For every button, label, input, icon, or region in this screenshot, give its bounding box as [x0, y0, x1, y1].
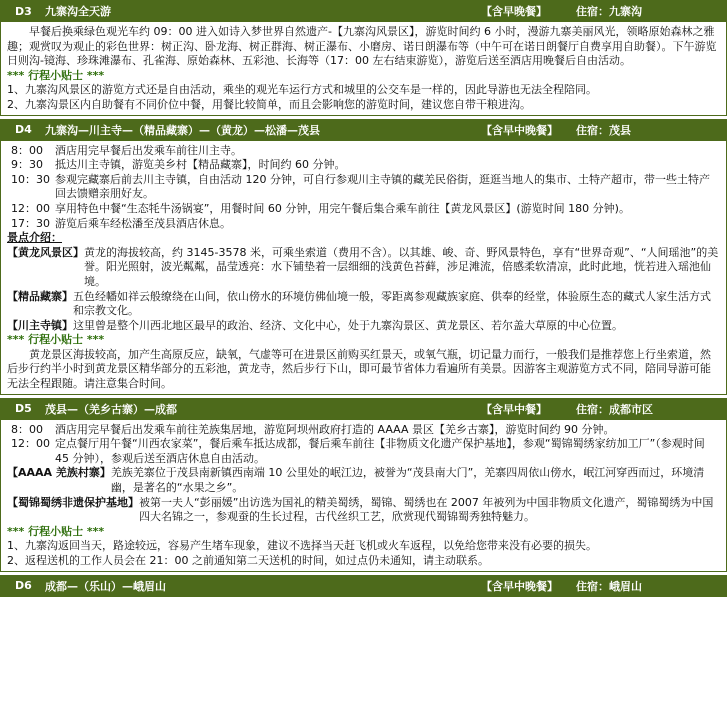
- schedule-time: 12：00: [11, 437, 50, 451]
- day-body-d5: [0, 420, 727, 572]
- day-lodging: 住宿：九寨沟: [576, 5, 642, 18]
- scenic-text: 五色经幡如祥云般缭绕在山间，依山傍水的环境仿佛仙境一般，零距离参观藏族家庭、供奉的经堂，体验原生态的藏式人家生活方式和宗教文化。: [73, 289, 711, 318]
- schedule-text: 酒店用完早餐后出发乘车前往川主寺。: [55, 143, 242, 157]
- day-lodging: 住宿：峨眉山: [576, 579, 642, 593]
- day-lodging: 住宿：茂县: [576, 123, 631, 137]
- tip-item: 2、返程送机的工作人员会在 21：00 之前通知第二天送机的时间，如过点仍未通知，请主动联系。: [7, 554, 489, 567]
- scenic-name: 【黄龙风景区】: [7, 245, 84, 259]
- tips-title: *** 行程小贴士 ***: [7, 524, 105, 538]
- schedule-text: 享用特色中餐“生态牦牛汤锅宴”，用餐时间 60 分钟，用完午餐后集合乘车前往【黄龙风景区】(游览时间 180 分钟)。: [55, 201, 630, 215]
- scenic-name: 【AAAA 羌族村寨】: [7, 466, 111, 480]
- scenic-item: [7, 319, 720, 334]
- day-header-d5: [0, 398, 727, 420]
- day-header-d3: [0, 0, 727, 22]
- scenic-item: [7, 466, 720, 495]
- scenic-text: 这里曾是整个川西北地区最早的政治、经济、文化中心，处于九寨沟景区、黄龙景区、若尔盖大草原的中心位置。: [73, 318, 623, 332]
- schedule-time: 10：30: [11, 172, 50, 186]
- scenic-item: [7, 246, 720, 290]
- scenic-text: 黄龙的海拔较高，约 3145-3578 米，可乘坐索道（费用不含）。以其雄、峻、奇、野风景特色，享有“世界奇观”、“人间瑶池”的美誉。阳光照射，波光粼粼，晶莹透亮：水下铺垫着一层细细的浅黄色苔藓，涉足滩流，倍感柔软清凉，此时此地，恍若进入瑶池仙境。: [84, 245, 719, 288]
- day-number: D4: [15, 123, 32, 137]
- tip-item: 1、九寨沟风景区的游览方式还是自由活动，乘坐的观光车运行方式和城里的公交车是一样的，因此导游也无法全程陪同。: [7, 83, 597, 97]
- schedule-time: 9：30: [11, 158, 43, 172]
- tips-title: *** 行程小贴士 ***: [7, 68, 105, 82]
- scenic-name: 【川主寺镇】: [7, 318, 73, 332]
- schedule-text: 游览后乘车经松潘至茂县酒店休息。: [55, 216, 231, 230]
- schedule-time: 8：00: [11, 143, 43, 157]
- tips-title: *** 行程小贴士 ***: [7, 333, 105, 347]
- scenic-text: 羌族羌寨位于茂县南新镇西南端 10 公里处的岷江边，被誉为“茂县南大门”，羌寨四周依山傍水，岷江河穿西而过，环境清幽，是著名的“水果之乡”。: [110, 466, 705, 495]
- scenic-item: [7, 290, 720, 319]
- day-number: D3: [15, 4, 32, 18]
- tip-item: 黄龙景区海拔较高，加产生高原反应，缺氧，气虚等可在进景区前购买红景天，或氧气瓶，切记量力而行，一般我们是推荐您上行坐索道，然后步行约半小时到黄龙景区精华部分的五彩池，黄龙寺，然后步行下山，即可最节省体力看遍所有美景。因游客主观游览方式不同，陪同导游可能无法全程跟随。请注意集合时间。: [7, 347, 711, 391]
- schedule-item: [7, 423, 720, 438]
- day-number: D5: [15, 402, 32, 416]
- day-title: 成都—（乐山）—峨眉山: [45, 579, 166, 593]
- day-lodging: 住宿：成都市区: [576, 402, 653, 416]
- day-meal: 【含早晚餐】: [481, 5, 547, 18]
- schedule-time: 8：00: [11, 422, 43, 436]
- schedule-item: [7, 202, 720, 217]
- tip-item: 2、九寨沟景区内自助餐有不同价位中餐，用餐比较简单，而且会影响您的游览时间，建议您自带干粮进沟。: [7, 97, 531, 111]
- scenic-name: 【蜀锦蜀绣非遗保护基地】: [7, 495, 139, 509]
- day-number: D6: [15, 579, 32, 593]
- scenic-intro-title: 景点介绍：: [7, 231, 62, 245]
- day-intro: 早餐后换乘绿色观光车约 09：00 进入如诗入梦世界自然遗产-【九寨沟风景区】，游览时间约 6 小时，漫游九寨美丽风光，领略原始森林之雅趣；观赏叹为观止的彩色世界：树正沟、卧龙海、树正群海、树正瀑布、小磨房、诺日朗瀑布等（中午可在诺日朗餐厅自费享用自助餐）。下午游览日则沟-镜海、珍珠滩瀑布、孔雀海、原始森林、五彩池、长海等（17：00 左右结束游览），游览后送至酒店用晚餐后自由活动。: [7, 25, 717, 68]
- day-body-d3: [0, 22, 727, 116]
- tip-item: 1、九寨沟返回当天，路途较远，容易产生堵车现象，建议不选择当天赶飞机或火车返程，以免给您带来没有必要的损失。: [7, 539, 597, 553]
- day-body-d4: [0, 141, 727, 395]
- scenic-name: 【精品藏寨】: [7, 289, 73, 303]
- day-title: 茂县—（羌乡古寨）—成都: [45, 402, 177, 416]
- schedule-time: 17：30: [11, 216, 50, 230]
- day-meal: 【含早中晚餐】: [481, 579, 558, 593]
- day-meal: 【含早中晚餐】: [481, 123, 558, 137]
- schedule-text: 酒店用完早餐后出发乘车前往羌族集居地，游览阿坝州政府打造的 AAAA 景区【羌乡古寨】，游览时间约 90 分钟。: [55, 422, 615, 436]
- day-meal: 【含早中餐】: [481, 402, 547, 416]
- schedule-item: [7, 217, 720, 232]
- day-header-d6: [0, 575, 727, 597]
- schedule-time: 12：00: [11, 201, 50, 215]
- day-title: 九寨沟—川主寺—（精品藏寨）—（黄龙）—松潘—茂县: [45, 123, 320, 137]
- schedule-item: [7, 144, 720, 159]
- schedule-text: 参观完藏寨后前去川主寺镇，自由活动 120 分钟，可自行参观川主寺镇的藏羌民俗街，逛逛当地人的集市、土特产超市，带一些土特产回去馈赠亲朋好友。: [55, 172, 710, 201]
- schedule-item: [7, 158, 720, 173]
- day-header-d4: [0, 119, 727, 141]
- schedule-item: [7, 173, 720, 202]
- day-title: 九寨沟全天游: [45, 5, 111, 18]
- schedule-text: 抵达川主寺镇，游览美乡村【精品藏寨】，时间约 60 分钟。: [55, 158, 346, 172]
- schedule-text: 定点餐厅用午餐“川西农家菜”，餐后乘车抵达成都，餐后乘车前往【非物质文化遗产保护基地】，参观“蜀锦蜀绣家纺加工厂”（参观时间 45 分钟），参观后送至酒店休息自由活动。: [55, 437, 705, 465]
- scenic-item: [7, 496, 720, 525]
- schedule-item: [7, 437, 720, 466]
- scenic-text: 被第一夫人“彭丽媛”出访选为国礼的精美蜀绣，蜀锦、蜀绣也在 2007 年被列为中国非物质文化遗产，蜀锦蜀绣为中国四大名锦之一，参观蚕的生长过程，古代丝织工艺，欣赏现代蜀锦蜀秀独特魅力。: [139, 495, 714, 524]
